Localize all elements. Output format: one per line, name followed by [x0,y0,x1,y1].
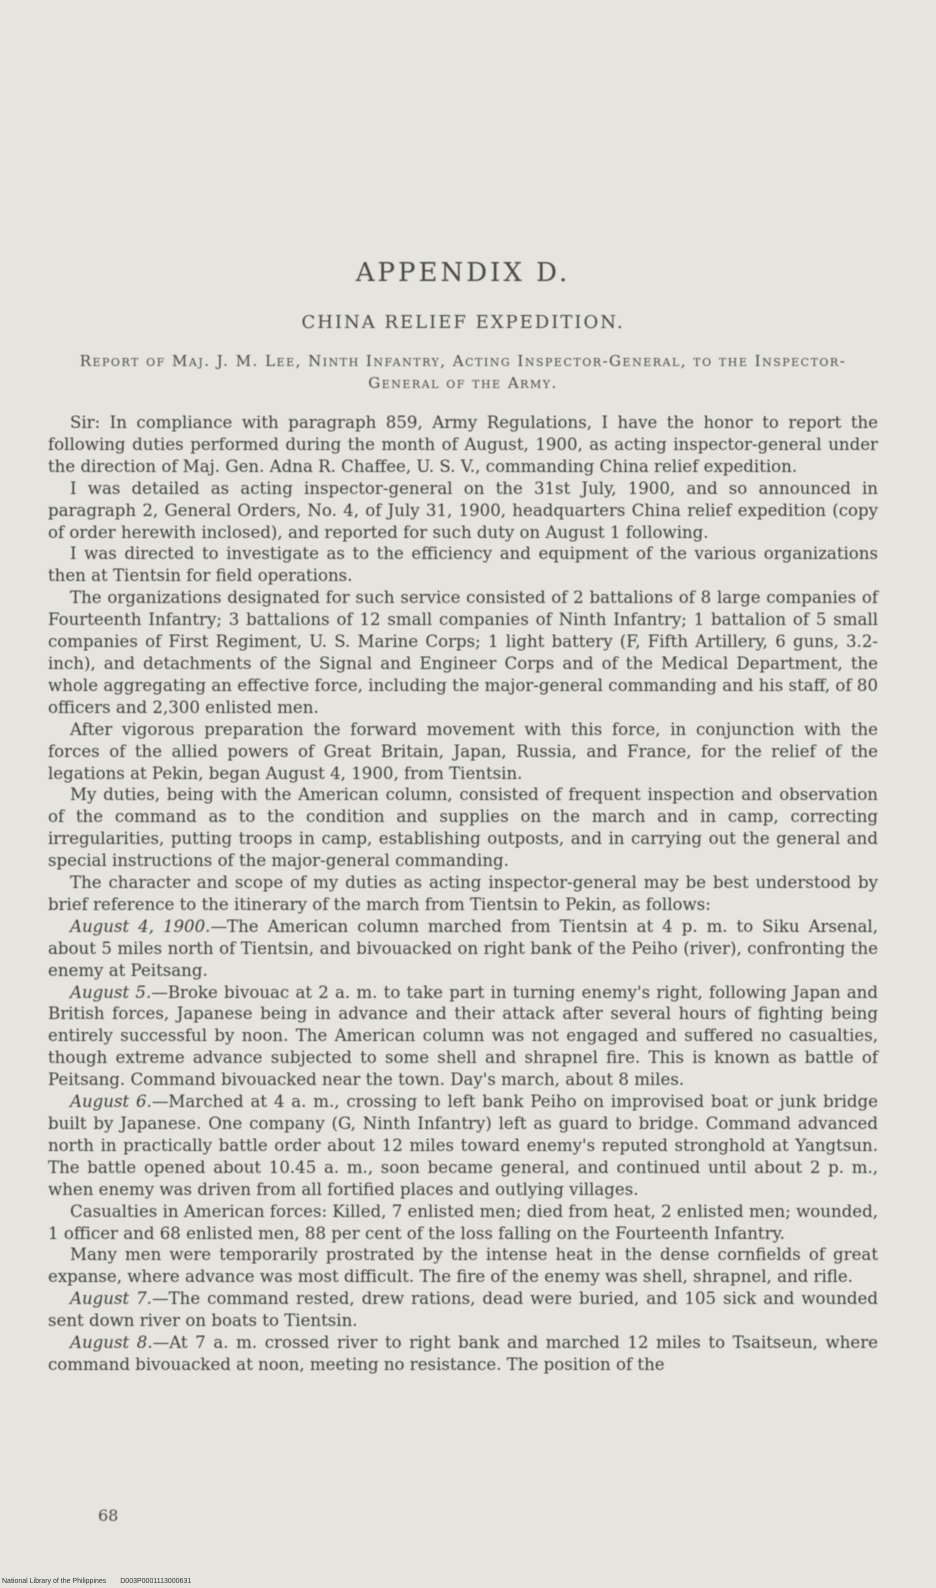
paragraph: The character and scope of my duties as acting inspector-general may be best understood by brief reference to the itinerary of the march from Tientsin to Pekin, as follows: [48,873,878,914]
entry-text: —At 7 a. m. crossed river to right bank and marched 12 miles to Tsaitseun, where command bivouacked at noon, meeting no resistance. The position of the [48,1333,878,1374]
entry-text: —Broke bivouac at 2 a. m. to take part in turning enemy's right, following Japan and British forces, Japanese being in advance and their attack after several hours of fighting being entirely successful by noon. The American column was not engaged and suffered no casualties, though extreme advance subjected to some shell and shrapnel fire. This is known as battle of Peitsang. Command bivouacked near the town. Day's march, about 8 miles. [48,982,878,1090]
entry-date: August 6. [70,1092,152,1112]
paragraph: I was detailed as acting inspector-general on the 31st July, 1900, and so announced in paragraph 2, General Orders, No. 4, of July 31, 1900, headquarters China relief expedition (copy of order herewith inclosed), and reported for such duty on August 1 following. [48,478,878,542]
itinerary-entry [48,982,878,1092]
itinerary-entry [48,1288,878,1332]
entry-date: August 8. [70,1333,153,1353]
page-number: 68 [98,1506,119,1525]
paragraph: My duties, being with the American column, consisted of frequent inspection and observation of the command as to the condition and supplies on the march and in camp, correcting irregularities, putting troops in camp, establishing outposts, and in carrying out the general and special instructions of the major-general commanding. [48,785,878,871]
paragraph: Sir: In compliance with paragraph 859, Army Regulations, I have the honor to report the following duties performed during the month of August, 1900, as acting inspector-general under the direction of Maj. Gen. Adna R. Chaffee, U. S. V., commanding China relief expedition. [48,413,878,476]
section-title: CHINA RELIEF EXPEDITION. [301,312,625,333]
paragraph: Casualties in American forces: Killed, 7 enlisted men; died from heat, 2 enlisted men; wounded, 1 officer and 68 enlisted men, 88 per cent of the loss falling on the Fourteenth Infantry. [48,1201,878,1243]
entry-text: —The American column marched from Tientsin at 4 p. m. to Siku Arsenal, about 5 miles north of Tientsin, and bivouacked on right bank of the Peiho (river), confronting the enemy at Peitsang. [48,916,878,980]
appendix-title: APPENDIX D. [355,258,571,288]
entry-date: August 4, 1900. [70,916,211,936]
entry-date: August 5. [70,982,152,1002]
paragraph: I was directed to investigate as to the efficiency and equipment of the various organizations then at Tientsin for field operations. [48,544,878,586]
paragraph: After vigorous preparation the forward movement with this force, in conjunction with the forces of the allied powers of Great Britain, Japan, Russia, and France, for the relief of the legations at Pekin, began August 4, 1900, from Tientsin. [48,719,878,783]
entry-text: —The command rested, drew rations, dead were buried, and 105 sick and wounded sent down river on boats to Tientsin. [48,1289,878,1331]
archive-footer [2,1578,203,1585]
report-heading: Report of Maj. J. M. Lee, Ninth Infantry, Acting Inspector-General, to the Inspector-General of the Army. [79,352,847,392]
footer-code: D003P0001113000631 [120,1578,192,1585]
body-text [48,412,878,1376]
itinerary-entry [48,1332,878,1376]
paragraph: The organizations designated for such service consisted of 2 battalions of 8 large companies of Fourteenth Infantry; 3 battalions of 12 small companies of Ninth Infantry; 1 battalion of 5 small companies of First Regiment, U. S. Marine Corps; 1 light battery (F, Fifth Artillery, 6 guns, 3.2-inch), and detachments of the Signal and Engineer Corps and of the Medical Department, the whole aggregating an effective force, including the major-general commanding and his staff, of 80 officers and 2,300 enlisted men. [48,588,878,717]
itinerary-entry [48,916,878,982]
footer-library: National Library of the Philippines [2,1578,107,1585]
itinerary-entry [48,1091,878,1201]
entry-date: August 7. [70,1289,152,1309]
paragraph: Many men were temporarily prostrated by the intense heat in the dense cornfields of great expanse, where advance was most difficult. The fire of the enemy was shell, shrapnel, and rifle. [48,1245,878,1287]
entry-text: —Marched at 4 a. m., crossing to left bank Peiho on improvised boat or junk bridge built by Japanese. One company (G, Ninth Infantry) left as guard to bridge. Command advanced north in practically battle order about 12 miles toward enemy's reputed stronghold at Yangtsun. The battle opened about 10.45 a. m., soon became general, and continued until about 2 p. m., when enemy was driven from all fortified places and outlying villages. [48,1092,878,1199]
